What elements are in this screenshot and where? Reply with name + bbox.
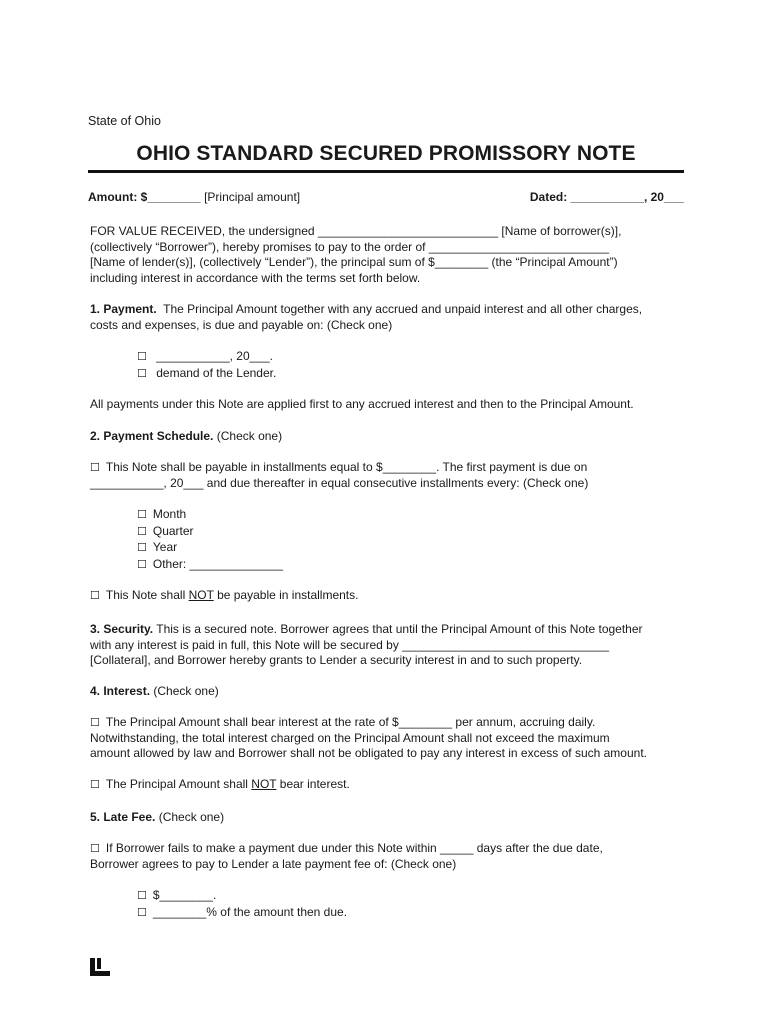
section-interest [90, 684, 690, 700]
option-demand[interactable] [137, 366, 276, 383]
option-date[interactable] [137, 349, 276, 366]
option-label: If Borrower fails to make a payment due under this Note within _____ days after the due date, [105, 841, 603, 855]
option-label: Month [152, 507, 187, 521]
title-underline [88, 170, 684, 173]
section-text: with any interest is paid in full, this Note will be secured by _______________________________ [90, 637, 610, 652]
emphasis-not: NOT [251, 777, 277, 791]
checkbox-icon[interactable]: ☐ [137, 366, 147, 380]
option-label: Other: ______________ [152, 556, 283, 571]
section-text: (Check one) [153, 684, 219, 698]
checkbox-icon[interactable]: ☐ [90, 461, 100, 474]
intro-line: FOR VALUE RECEIVED, the undersigned ___________________________ [Name of borrower(s)], [90, 224, 622, 238]
section-late-fee [90, 810, 690, 826]
freq-quarter[interactable] [137, 524, 283, 541]
option-label: demand of the Lender. [156, 365, 277, 380]
late-fee-option [90, 841, 690, 872]
option-label: amount allowed by law and Borrower shall not be obligated to pay any interest in excess of such amount. [90, 746, 647, 760]
intro-line: including interest in accordance with the terms set forth below. [90, 270, 421, 285]
checkbox-icon[interactable]: ☐ [90, 589, 100, 602]
payment-options [137, 349, 276, 382]
section-heading: 3. Security. [90, 622, 154, 636]
payment-note: All payments under this Note are applied first to any accrued interest and then to the Principal Amount. [90, 397, 634, 411]
amount-field [88, 190, 300, 206]
amount-label: Amount: $________ [88, 190, 201, 204]
section-text: costs and expenses, is due and payable on: (Check one) [90, 317, 393, 332]
intro-paragraph [90, 224, 690, 286]
section-heading: 2. Payment Schedule. [90, 429, 214, 443]
checkbox-icon[interactable]: ☐ [137, 524, 147, 538]
fee-options [137, 888, 347, 921]
option-label: This Note shall [105, 588, 186, 602]
option-label: The Principal Amount shall [105, 777, 248, 791]
checkbox-icon[interactable]: ☐ [137, 508, 147, 521]
option-label: Quarter [152, 523, 194, 538]
interest-option [90, 715, 690, 762]
section-security [90, 622, 690, 669]
document-logo-icon [90, 958, 110, 976]
section-payment [90, 302, 690, 333]
intro-line: [Name of lender(s)], (collectively “Lender”), the principal sum of $________ (the “Principal Amount”) [90, 255, 618, 269]
option-label: Year [152, 540, 178, 554]
option-label: ___________, 20___. [156, 349, 274, 363]
state-label: State of Ohio [88, 114, 161, 128]
checkbox-icon[interactable]: ☐ [137, 350, 147, 363]
no-interest-option [90, 777, 690, 793]
amount-hint: [Principal amount] [204, 190, 301, 204]
option-label: Notwithstanding, the total interest charged on the Principal Amount shall not exceed the maximum [90, 730, 610, 745]
option-label: The Principal Amount shall bear interest at the rate of $________ per annum, accruing daily. [105, 715, 596, 729]
section-text: (Check one) [216, 429, 283, 443]
document-title: OHIO STANDARD SECURED PROMISSORY NOTE [136, 142, 636, 165]
checkbox-icon[interactable]: ☐ [137, 557, 147, 571]
intro-line: (collectively “Borrower”), hereby promises to pay to the order of ___________________________ [90, 239, 609, 254]
option-label: $________. [152, 888, 217, 902]
checkbox-icon[interactable]: ☐ [90, 842, 100, 855]
freq-month[interactable] [137, 507, 283, 524]
option-label: ___________, 20___ and due thereafter in equal consecutive installments every: (Check one) [90, 475, 589, 490]
checkbox-icon[interactable]: ☐ [137, 541, 147, 554]
option-label: ________% of the amount then due. [152, 904, 348, 919]
installments-option [90, 460, 690, 491]
fee-flat[interactable] [137, 888, 347, 905]
no-installments-option [90, 588, 690, 604]
section-text: (Check one) [158, 810, 225, 824]
section-heading: 4. Interest. [90, 684, 151, 698]
fee-percent[interactable] [137, 905, 347, 922]
option-label: This Note shall be payable in installments equal to $________. The first payment is due on [105, 460, 588, 474]
section-heading: 5. Late Fee. [90, 810, 156, 824]
emphasis-not: NOT [188, 588, 214, 602]
checkbox-icon[interactable]: ☐ [90, 716, 100, 729]
section-text: The Principal Amount together with any accrued and unpaid interest and all other charges, [163, 302, 643, 316]
freq-other[interactable] [137, 557, 283, 574]
frequency-options [137, 507, 283, 573]
section-heading: 1. Payment. [90, 302, 157, 316]
checkbox-icon[interactable]: ☐ [90, 778, 100, 791]
option-label: bear interest. [279, 777, 350, 791]
checkbox-icon[interactable]: ☐ [137, 905, 147, 919]
option-label: Borrower agrees to pay to Lender a late payment fee of: (Check one) [90, 856, 457, 871]
checkbox-icon[interactable]: ☐ [137, 889, 147, 902]
dated-field: Dated: ___________, 20___ [529, 190, 684, 204]
section-schedule [90, 429, 690, 445]
section-text: This is a secured note. Borrower agrees that until the Principal Amount of this Note together [156, 622, 643, 636]
section-text: [Collateral], and Borrower hereby grants to Lender a security interest in and to such property. [90, 653, 583, 667]
option-label: be payable in installments. [217, 588, 359, 602]
freq-year[interactable] [137, 540, 283, 557]
